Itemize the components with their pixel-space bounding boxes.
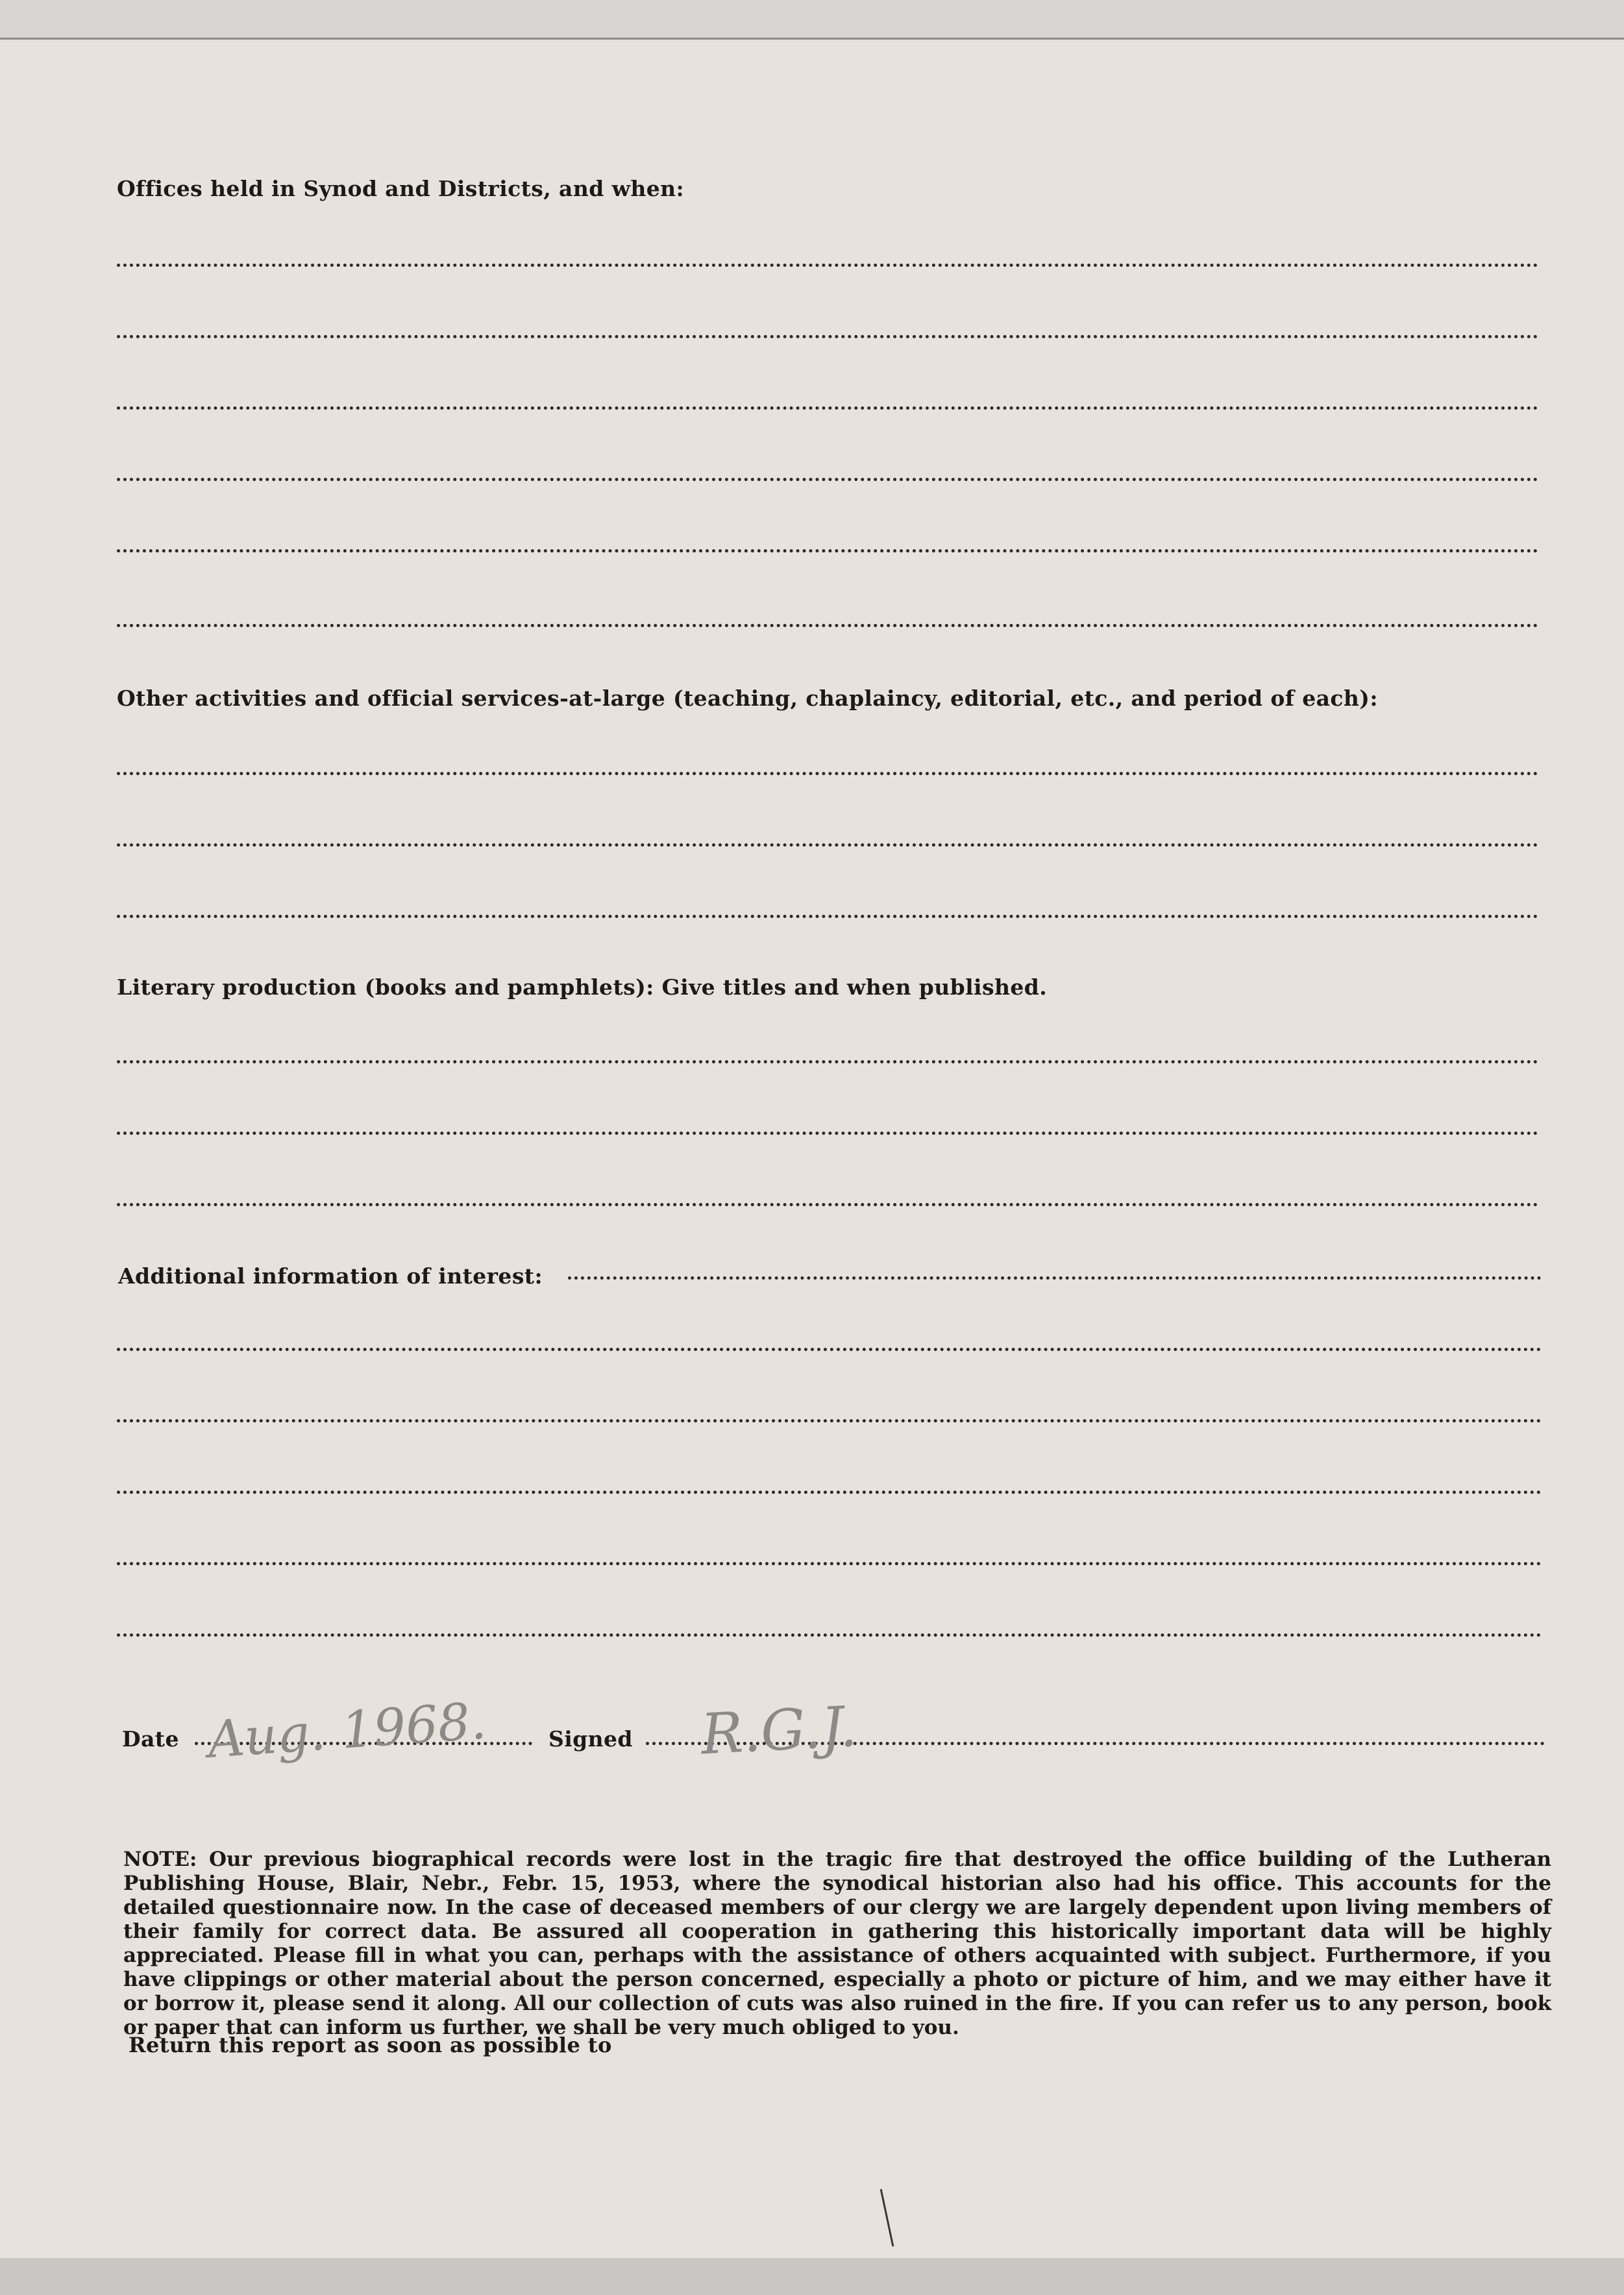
return-label: Return this report as soon as possible to — [129, 2033, 612, 2057]
signature-handwritten: R.G.J. — [699, 1694, 859, 1768]
signed-label: Signed — [548, 1726, 633, 1752]
date-label: Date — [122, 1726, 179, 1752]
note-lead: NOTE: — [123, 1848, 197, 1871]
offices-label: Offices held in Synod and Districts, and when: — [117, 176, 685, 201]
activities-label: Other activities and official services-at-large (teaching, chaplaincy, editorial, etc., and period of each): — [117, 686, 1378, 711]
literary-label: Literary production (books and pamphlets): Give titles and when published. — [117, 974, 1048, 1000]
additional-line-4[interactable] — [117, 1491, 1542, 1494]
offices-line-6[interactable] — [117, 624, 1538, 627]
literary-line-3[interactable] — [117, 1203, 1538, 1206]
offices-line-5[interactable] — [117, 549, 1538, 552]
offices-line-2[interactable] — [117, 335, 1538, 338]
note-body: Our previous biographical records were lost in the tragic fire that destroyed the office building of the Lutheran Publishing House, Blair, Nebr., Febr. 15, 1953, where the synodical historian also had his office. This accounts for the detailed questionnaire now. In the case of deceased members of our clergy we are largely dependent upon living members of their family for correct data. Be assured all cooperation in gathering this historically important data will be highly appreciated. Please fill in what you can, perhaps with the assistance of others acquainted with subject. Furthermore, if you have clippings or other material about the person concerned, especially a photo or picture of him, and we may either have it or borrow it, please send it along. All our collection of cuts was also ruined in the fire. If you can refer us to any person, book or paper that can inform us further, we shall be very much obliged to you. — [123, 1848, 1552, 2039]
offices-line-1[interactable] — [117, 264, 1538, 267]
literary-line-1[interactable] — [117, 1060, 1538, 1063]
offices-line-3[interactable] — [117, 406, 1538, 410]
form-page — [0, 38, 1624, 2260]
additional-line-5[interactable] — [117, 1562, 1542, 1565]
activities-line-2[interactable] — [117, 843, 1538, 847]
literary-line-2[interactable] — [117, 1132, 1538, 1135]
additional-line-6[interactable] — [117, 1633, 1542, 1637]
activities-line-3[interactable] — [117, 915, 1538, 918]
activities-line-1[interactable] — [117, 772, 1538, 775]
additional-line-1[interactable] — [568, 1276, 1542, 1280]
scanner-shadow-bottom — [0, 2258, 1624, 2295]
additional-line-2[interactable] — [117, 1348, 1542, 1351]
note-paragraph — [123, 1848, 1551, 2040]
additional-label: Additional information of interest: — [118, 1263, 543, 1289]
pencil-mark — [880, 2189, 894, 2247]
date-handwritten-value: Aug. 1968. — [206, 1692, 489, 1770]
scanner-shadow-top — [0, 0, 1624, 38]
additional-line-3[interactable] — [117, 1419, 1542, 1422]
offices-line-4[interactable] — [117, 478, 1538, 481]
